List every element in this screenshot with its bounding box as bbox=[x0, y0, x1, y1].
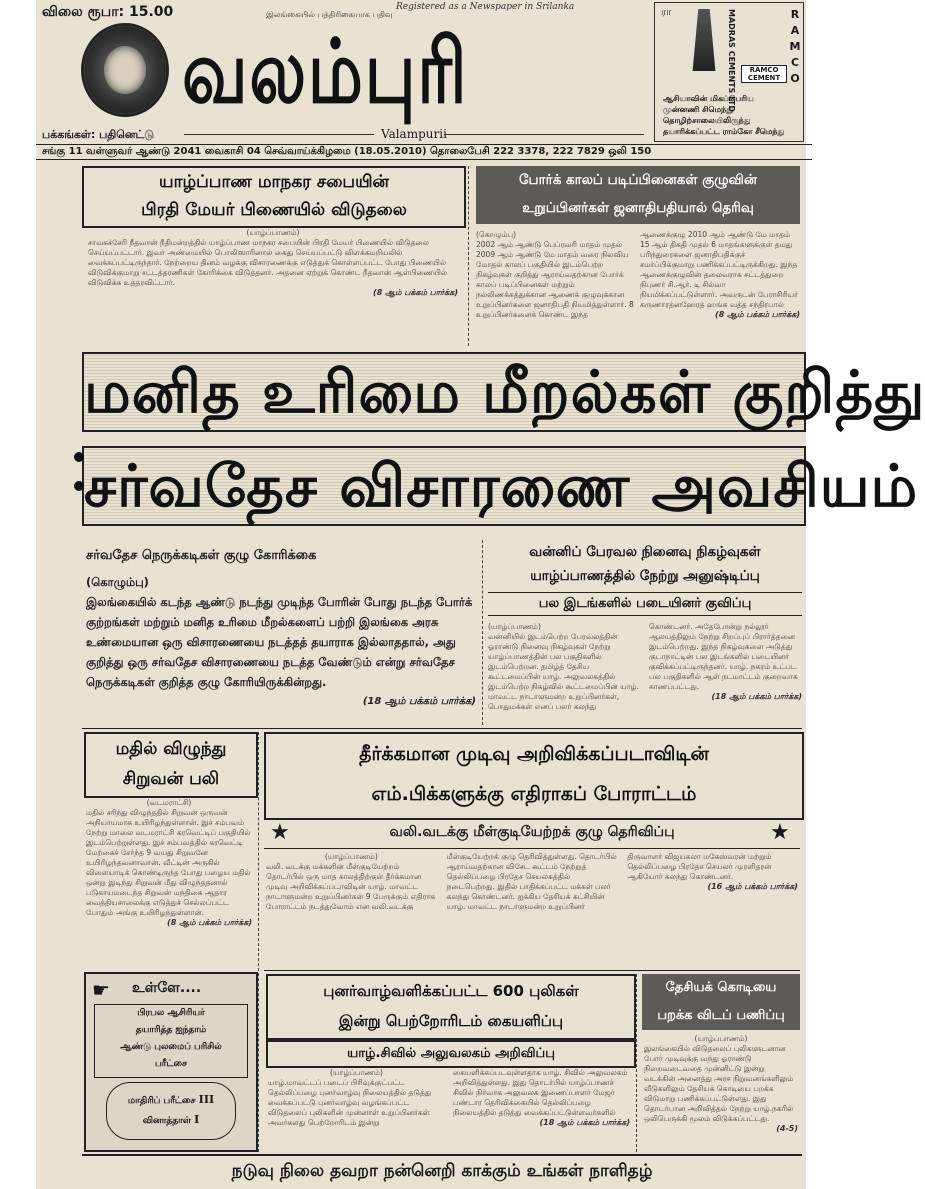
story7-headline-box bbox=[642, 974, 800, 1030]
story3-headline bbox=[488, 540, 802, 588]
exam-number: III bbox=[198, 1093, 215, 1106]
story3-headline-line2: யாழ்ப்பாணத்தில் நேற்று அனுஷ்டிப்பு bbox=[530, 568, 760, 584]
temple-tower-icon bbox=[685, 9, 723, 71]
main-source: (கொழும்பு) bbox=[86, 575, 149, 589]
story5-sub-row bbox=[264, 820, 800, 849]
story6-more: (18 ஆம் பக்கம் பார்க்க) bbox=[539, 1118, 630, 1127]
story7-body bbox=[644, 1034, 798, 1150]
story2-headline-line1: போர்க் காலப் படிப்பினைகள் குழுவின் bbox=[518, 172, 758, 188]
story5-subheading: வலி.வடக்கு மீள்குடியேற்றக் குழு தெரிவிப்பு bbox=[389, 824, 675, 840]
story7-source: (யாழ்ப்பாணம்) bbox=[694, 1034, 748, 1043]
story1-headline-line2: பிரதி மேயர் பிணையில் விடுதலை bbox=[141, 200, 407, 220]
story5-text: வலி. வடக்கு மக்களின் மீள்குடியேற்றம் தொடர்பில் ஒரு மாத காலத்திற்குள் தீர்க்கமான முடிவு அறிவிக்கப்படாவிடின் யாழ். மாவட்ட நாடாளுமன்ற உறுப்பினர்கள் 9 பேருக்கும் எதிராக போராட்டம் நடத்துவோம் என வலி.வடக்கு மீள்குடியேற்றக் குழு தெரிவித்துள்ளது. தொடர்பில் ஆராய்வதற்கான விசேட கூட்டம் நேற்றுத் தெல்லிப்பழை பிரதேச செயலகத்தில் நடைபெற்றது. இதில் பாதிக்கப்பட்ட மக்கள் பலர் கலந்து கொண்டனர். ஐக்கிய தேசியக் கட்சியின் யாழ். மாவட்ட நாடாளுமன்ற உறுப்பினர் திருவாளர் விஜயகலா மகேஸ்வரன் மற்றும் தெல்லிப்பழை பிரதேச செயலர் முரளிதரன் ஆகியோர் கலந்து கொண்டனர். bbox=[266, 852, 772, 911]
story5-headline-line1: தீர்க்கமான முடிவு அறிவிக்கப்படாவிடின் bbox=[359, 743, 709, 765]
main-subheading: சர்வதேச நெருக்கடிகள் குழு கோரிக்கை bbox=[86, 548, 317, 563]
main-headline-line1: மனித உரிமை மீறல்கள் குறித்து bbox=[82, 352, 806, 432]
advert-ra: ரா bbox=[661, 7, 672, 18]
story2-headline-line2: உறுப்பினர்கள் ஜனாதிபதியால் தெரிவு bbox=[522, 200, 754, 216]
page-count: பக்கங்கள்: பதினெட்டு bbox=[42, 128, 155, 141]
exam-label: மாதிரிப் பரீட்சை bbox=[127, 1096, 196, 1106]
story3-text: வன்னியில் இடம்பெற்ற பேரவலத்தின் ஓராண்டு நினைவு நிகழ்வுகள் நேற்று யாழ்ப்பாணத்தின் பல பகுதிகளில் இடம்பெற்றன. தமிழ்த் தேசிய கூட்டமைப்பின் யாழ். அலுவலகத்தில் இடம்பெற்ற நிகழ்வில் கூட்டமைப்பின் யாழ். மாவட்ட நாடாளுமன்ற உறுப்பினர்கள், பொதுமக்கள் எனப் பலர் கலந்து கொண்டனர். அதேபோன்று நல்லூர் ஆலயத்திலும் நேற்று சிறப்புப் பிரார்த்தனை இடம்பெற்றது. இந்த நிகழ்வுகளை அடுத்து குடாநாட்டின் பல இடங்களில் படையினர் குவிக்கப்பட்டிருந்தனர். யாழ். நகரம் உட்பட பல பகுதிகளில் ஆள் நடமாட்டம் குறைவாக காணப்பட்டது. bbox=[488, 622, 798, 711]
story6-headline-box bbox=[266, 974, 636, 1040]
story6-body bbox=[268, 1068, 630, 1150]
story1-text: சாவகச்சேரி நீதவான் நீதிமன்றத்தில் யாழ்ப்பாண மாநகர சபையின் பிரதி மேயர் பிணையில் விடுதலை செய்யப்பட்டார். இவர் அண்மையில் பொலிஸாரினால் கைது செய்யப்பட்டு விளக்கமறியலில் வைக்கப்பட்டிருந்தார். நேற்றைய தினம் வழக்கு விசாரணைக்கு எடுத்துக் கொள்ளப்பட்ட போது பிணையில் விடுவிக்குமாறு சட்டத்தரணிகள் கோரிக்கை விடுத்தனர். அதனை ஏற்றுக் கொண்ட நீதவான் ஆள்பிணையில் விடுவிக்க உத்தரவிட்டார். bbox=[88, 238, 448, 287]
story2-source: (கொழும்பு) bbox=[476, 230, 517, 239]
story1-body bbox=[88, 228, 458, 344]
story7-headline-line1: தேசியக் கொடியை bbox=[665, 980, 777, 995]
story5-headline-line2: எம்.பிக்களுக்கு எதிராகப் போராட்டம் bbox=[371, 783, 697, 805]
binding-hole-icon bbox=[74, 452, 84, 462]
advert-madras: MADRAS CEMENTS LTD bbox=[727, 9, 736, 113]
inside-item: பிரபல ஆசிரியர் bbox=[137, 1008, 205, 1018]
story1-headline-box bbox=[82, 166, 466, 228]
inside-items bbox=[94, 1004, 248, 1078]
question-label: வினாத்தாள் bbox=[142, 1116, 191, 1126]
advert-mark: RAMCO CEMENT bbox=[741, 65, 787, 83]
story2-body-col1 bbox=[476, 230, 634, 346]
story6-headline-line1: புனர்வாழ்வளிக்கப்பட்ட 600 புலிகள் bbox=[323, 982, 579, 1000]
footer-motto: நடுவு நிலை தவறா நன்னெறி காக்கும் உங்கள் நாளிதழ் bbox=[82, 1154, 802, 1186]
inside-item: ஆண்டு புலமைப் பரிசில் bbox=[120, 1042, 222, 1052]
inside-box bbox=[84, 972, 258, 1152]
story6-text: யாழ்.மாவட்டப் படைப் பிரிவுக்குட்பட்ட தெல்லிப்பழை புனர்வாழ்வு நிலையத்தில் தடுத்து வைக்கப்பட்டு புனர்வாழ்வு வழங்கப்பட்ட விடுதலைப் புலிகளின் முன்னாள் உறுப்பினர்கள் அவர்களது பெற்றோரிடம் இன்று கையளிக்கப்படவுள்ளதாக யாழ். சிவில் அலுவலகம் அறிவித்துள்ளது. இது தொடர்பில் யாழ்ப்பாணச் சிவில் நிர்வாக அலுவலக இணைப்பாளர் மேஜர் பண்டார தெரிவிக்கையில் தெல்லிப்பழை நிலையத்தில் தடுத்து வைக்கப்பட்டுள்ளவர்களில் bbox=[268, 1068, 628, 1127]
star-icon: ★ bbox=[270, 820, 290, 845]
dateline: சங்கு 11 வள்ளுவர் ஆண்டு 2041 வைகாசி 04 செவ்வாய்க்கிழமை (18.05.2010) தொலைபேசி 222 3378, 222 7829 ஒலி 150 bbox=[36, 144, 812, 160]
ramco-advert bbox=[654, 2, 804, 142]
column-divider bbox=[468, 166, 469, 346]
story6-source: (யாழ்ப்பாணம்) bbox=[330, 1068, 383, 1077]
story4-body bbox=[86, 798, 252, 970]
inside-title: உள்ளே.... bbox=[132, 980, 202, 996]
section-divider bbox=[82, 728, 802, 729]
story4-headline-line2: சிறுவன் பலி bbox=[122, 769, 220, 789]
inside-item: பரீட்சை bbox=[154, 1059, 187, 1069]
column-divider bbox=[258, 732, 259, 1152]
story2-text-2: ஆணைக்குழு 2010 ஆம் ஆண்டு மே மாதம் 15 ஆம் திகதி முதல் 6 மாதங்களுக்குள் தமது பரிந்துரைகளை ஜனாதிபதிக்குச் சமர்ப்பிக்குமாறு பணிக்கப்பட்டிருக்கிறது. இந்த ஆணைக்குழுவின் தலைவராக சட்டத்துறை நிபுணர் சி.ஆர். டி சில்வா நியமிக்கப்பட்டுள்ளார். அவருடன் பேராசிரியர் கருணாரத்னஹேரத் ஹங்க வத்த சந்திரபால் bbox=[640, 230, 798, 309]
column-divider bbox=[636, 974, 637, 1152]
advert-ramco-vertical: RAMCO bbox=[789, 8, 801, 85]
divider bbox=[184, 134, 374, 135]
story5-headline-box bbox=[264, 732, 804, 820]
divider bbox=[444, 134, 644, 135]
conch-emblem-icon bbox=[84, 26, 166, 114]
newspaper-page bbox=[36, 0, 925, 1189]
story2-headline-box bbox=[476, 166, 800, 224]
story7-text: இலங்கையில் விடுதலைப் புலிகளுடனான போர் முடிவுக்கு வந்து ஓராண்டு நிறைவடைவதை முன்னிட்டு இன்று வடக்கின் அனைத்து அரச நிறுவனங்களிலும் வீடுகளிலும் தேசியக் கொடியை பறக்க விடுமாறு பணிக்கப்பட்டுள்ளது. இது தொடர்பான அறிவித்தல் நேற்று யாழ்.நகரில் ஒலிபெருக்கி மூலம் விடுக்கப்பட்டது. bbox=[644, 1044, 794, 1123]
section-divider bbox=[264, 970, 800, 971]
star-icon: ★ bbox=[770, 820, 790, 845]
story7-headline-line2: பறக்க விடப் பணிப்பு bbox=[657, 1008, 785, 1023]
story4-source: (வடமராட்சி) bbox=[146, 798, 192, 807]
story4-more: (8 ஆம் பக்கம் பார்க்க) bbox=[167, 918, 252, 927]
story3-source: (யாழ்ப்பாணம்) bbox=[488, 622, 541, 631]
story1-headline-line1: யாழ்ப்பாண மாநகர சபையின் bbox=[159, 172, 389, 192]
story3-subheading: பல இடங்களில் படையினர் குவிப்பு bbox=[488, 592, 802, 616]
story5-body bbox=[266, 852, 798, 966]
pointing-hand-icon: ☛ bbox=[92, 978, 110, 1002]
story1-source: (யாழ்ப்பாணம்) bbox=[246, 228, 300, 237]
story6-headline-line2: இன்று பெற்றோரிடம் கையளிப்பு bbox=[338, 1012, 564, 1030]
exam-badge bbox=[106, 1082, 236, 1140]
story4-headline-line1: மதில் விழுந்து bbox=[115, 739, 227, 759]
main-more: (18 ஆம் பக்கம் பார்க்க) bbox=[362, 696, 476, 707]
price: விலை ரூபா: 15.00 bbox=[42, 4, 174, 20]
english-name: Valampurii bbox=[381, 127, 447, 141]
story1-more: (8 ஆம் பக்கம் பார்க்க) bbox=[373, 288, 458, 297]
column-divider bbox=[482, 540, 483, 725]
main-body bbox=[86, 572, 476, 712]
main-text: இலங்கையில் கடந்த ஆண்டு நடந்து முடிந்த போரின் போது நடந்த போர்க் குற்றங்கள் மற்றும் மனித உரிமை மீறல்களைப் பற்றி இலங்கை அரசு உண்மையான ஒரு விசாரணையை நடத்தத் தயாராக இல்லாததால், அது குறித்து ஒரு சர்வதேச விசாரணையை நடத்த வேண்டும் என்று சர்வதேச நெருக்கடிகள் குறித்த குழு கோரியிருக்கின்றது. bbox=[86, 595, 473, 689]
story5-source: (யாழ்ப்பாணம்) bbox=[324, 852, 378, 861]
story7-more: (4-5) bbox=[776, 1124, 798, 1133]
story3-more: (18 ஆம் பக்கம் பார்க்க) bbox=[711, 692, 802, 701]
registration-tamil: இலங்கையில் பத்திரிகையாக பதிவு bbox=[266, 10, 393, 19]
story2-more: (8 ஆம் பக்கம் பார்க்க) bbox=[715, 310, 800, 319]
story4-headline-box bbox=[84, 732, 258, 798]
story3-headline-line1: வன்னிப் பேரவல நினைவு நிகழ்வுகள் bbox=[529, 544, 761, 560]
main-headline-line2: சர்வதேச விசாரணை அவசியம் bbox=[82, 446, 806, 526]
question-number: I bbox=[194, 1113, 200, 1126]
story4-text: மதில் சரிந்து விழுந்ததில் சிறுவன் ஒருவன் அநியாயமாக உயிரிழந்துள்ளான். இச் சம்பவம் நேற்று மாலை வடமராட்சி கரவெட்டிப் பகுதியில் இடம்பெற்றுள்ளது. இச் சம்பவத்தில் கரவெட்டி மேற்கைச் சேர்ந்த 9 வயது சிறுவனே உயிரிழந்தவனாவான். வீட்டின் அருகில் விளையாடிக் கொண்டிருந்த போது பழைய மதில் ஒன்று இடிந்து சிறுவன் மீது விழுந்ததனால் படுகாயமடைந்த சிறுவன் மந்திகை ஆதார வைத்தியசாலைக்கு எடுத்துச் செல்லப்பட்ட போதும் அங்கு உயிரிழந்துள்ளான். bbox=[86, 808, 251, 917]
binding-hole-icon bbox=[74, 481, 84, 491]
registration-note: Registered as a Newspaper in Srilanka bbox=[396, 2, 575, 12]
story3-body bbox=[488, 622, 802, 726]
story2-text: 2002 ஆம் ஆண்டு பெப்ரவரி மாதம் முதல் 2009 ஆம் ஆண்டு மே மாதம் வரை நிலவிய மோதல் காலப் பகுதியில் இடம்பெற்ற நிகழ்வுகள் குறித்து ஆராய்வதற்கான போர்க் காலப் படிப்பினைகள் மற்றும் நல்லிணக்கத்துக்கான ஆணைக் குழுவுக்கான உறுப்பினர்களை ஜனாதிபதி நியமித்துள்ளார். 8 உறுப்பினர்களைக் கொண்ட இந்த bbox=[476, 240, 634, 319]
story2-body-col2 bbox=[640, 230, 800, 346]
story6-subheading: யாழ்.சிவில் அலுவலகம் அறிவிப்பு bbox=[266, 1040, 636, 1068]
inside-item: தயாரித்த ஐந்தாம் bbox=[135, 1025, 207, 1035]
masthead-title: வலம்புரி bbox=[182, 20, 469, 123]
advert-tagline: ஆசியாவின் மிகப்பெரிய முன்னணி சிமெந்து தொழிற்சாலையிலிருந்து தயாரிக்கப்பட்ட ராம்கோ சீமெந்து bbox=[663, 94, 785, 136]
story5-more: (16 ஆம் பக்கம் பார்க்க) bbox=[707, 882, 798, 891]
